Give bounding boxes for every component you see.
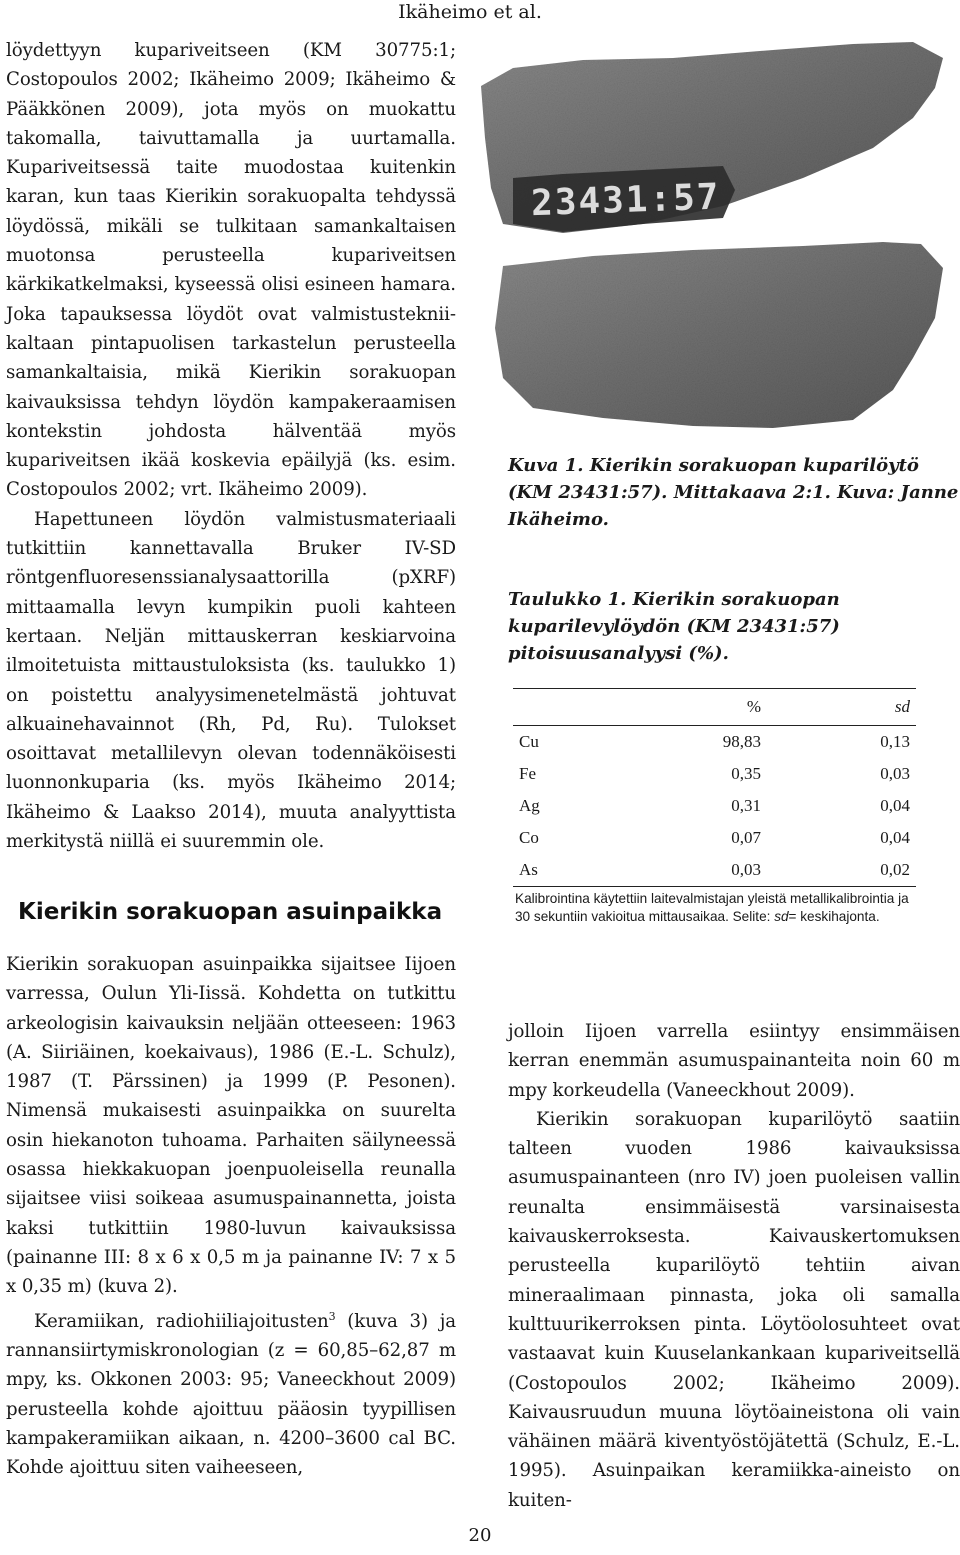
table-footnote bbox=[515, 890, 915, 926]
paragraph: Hapettuneen löydön valmistusmateriaali tutkittiin kannettavalla Bruker IV-SD röntgenfluoresenssianalysaattorilla (pXRF) mittaamalla levyn kumpikin puoli kahteen kertaan. Neljän mittauskerran keskiarvoina ilmoitetuista mittaustuloksista (ks. taulukko 1) on poistettu analyysimenetelmästä johtuvat alkuainehavainnot (Rh, Pd, Ru). Tulokset osoittavat metallilevyn olevan todennäköisesti luonnonkuparia (ks. myös Ikäheimo 2014; Ikäheimo & Laakso 2014), muuta analyyttista merkitystä niillä ei suuremmin ole. bbox=[6, 508, 456, 853]
paragraph: Kierikin sorakuopan asuinpaikka sijaitsee Iijoen varressa, Oulun Yli-Iissä. Kohdetta on tutkittu arkeologisin kaivauksin neljään otteeseen: 1963 (A. Siiriäinen, koekaivaus), 1986 (E.-L. Schulz), 1987 (T. Pärssinen) ja 1999 (P. Pesonen). Nimensä mukaisesti asuinpaikka on suurelta osin hiekanoton tuhoama. Parhaiten säilyneessä osassa hiekkakuopan joenpuoleisella reunalla sijaitsee viisi soikeaa asumuspainannetta, joista kaksi tutkittiin 1980-luvun kaivauksissa (painanne III: 8 x 6 x 0,5 m ja painanne IV: 7 x 5 x 0,35 m) (kuva 2). bbox=[6, 954, 456, 1298]
percent-cell: 0,03 bbox=[605, 854, 767, 887]
sd-cell: 0,13 bbox=[880, 732, 910, 751]
table-caption: Taulukko 1. Kierikin sorakuopan kuparilevylöydön (KM 23431:57) pitoisuusanalyysi (%). bbox=[508, 589, 840, 664]
percent-cell: 98,83 bbox=[722, 732, 761, 751]
analysis-table bbox=[513, 688, 916, 887]
percent-cell: 0,07 bbox=[731, 828, 761, 847]
section-heading: Kierikin sorakuopan asuinpaikka bbox=[18, 899, 443, 925]
page-number: 20 bbox=[468, 1525, 492, 1546]
table-row bbox=[513, 854, 916, 887]
table-row bbox=[513, 726, 916, 759]
column-header bbox=[513, 689, 605, 726]
paragraph: Kierikin sorakuopan kuparilöytö saatiin talteen vuoden 1986 kaivauksissa asumuspainanteen (nro IV) joen puoleisen vallin reunalta ensimmäisestä varsinaisesta kaivauskerroksesta. Kaivauskertomuksen perusteella kuparilöytö tehtiin aivan mineraalimaan pinnasta, joka oli samalla kulttuurikerroksen pinta. Löytöolosuhteet ovat vastaavat kuin Kuuselankankaan kupariveitsellä (Costopoulos 2002; Ikäheimo 2009). Kaivausruudun muuna löytöaineistona oli vain vähäinen määrä kiventyöstöjätettä (Schulz, E.-L. 1995). Asuinpaikan keramiikka-aineisto on kuiten- bbox=[508, 1108, 960, 1511]
copper-object-lower bbox=[495, 242, 943, 428]
footnote-marker: 3 bbox=[328, 1309, 336, 1323]
table-footnote-sd: sd bbox=[774, 909, 789, 924]
paragraph: löydettyyn kupariveitseen (KM 30775:1; Costopoulos 2002; Ikäheimo 2009; Ikäheimo & Pääkkönen 2009), jota myös on muokattu takomalla, taivuttamalla ja uurtamalla. Kupariveitsessä taite muodostaa kuitenkin karan, kun taas Kierikin sorakuopalta tehdyssä löydössä, mikäli se tulkitaan samankaltaisen muotonsa perusteella kupariveitsen kärkikatkelmaksi, kyseessä olisi esineen hamara. Joka tapauksessa löydöt ovat valmistustekniikaltaan pintapuolisen tarkastelun perusteella samankaltaisia, mikä Kierikin sorakuopan kaivauksissa tehdyn löydön kampakeraamisen kontekstin johdosta hälventää myös kupariveitsen ikää koskevia epäilyjä (ks. esim. Costopoulos 2002; vrt. Ikäheimo 2009). bbox=[6, 40, 456, 501]
element-cell: Ag bbox=[519, 796, 540, 815]
paragraph: jolloin Iijoen varrella esiintyy ensimmäisen kerran enemmän asumuspainanteita noin 60 m mpy korkeudella (Vaneeckhout 2009). bbox=[508, 1021, 960, 1101]
catalogue-number-label: 23431:57 bbox=[530, 176, 722, 225]
element-cell: Cu bbox=[519, 732, 539, 751]
column-header: sd bbox=[767, 689, 916, 726]
element-cell: As bbox=[513, 854, 605, 887]
paragraph-text: (kuva 3) ja rannansiirtymiskronologian (z = 60,85–62,87 m mpy, ks. Okkonen 2003: 95; Vaneeckhout 2009) perusteella kohde ajoittuu pääosin tyypillisen kampakeramiikan aikaan, n. 4200–3600 cal BC. Kohde ajoittuu siten vaiheeseen, bbox=[6, 1310, 456, 1479]
section-body bbox=[6, 950, 456, 1482]
table-row bbox=[513, 758, 916, 790]
element-cell: Co bbox=[519, 828, 539, 847]
element-cell: Fe bbox=[519, 764, 536, 783]
table-header-row bbox=[513, 689, 916, 726]
sd-cell: 0,03 bbox=[880, 764, 910, 783]
table-row bbox=[513, 790, 916, 822]
paragraph-text: Keramiikan, radiohiiliajoitusten bbox=[34, 1310, 329, 1332]
table-row bbox=[513, 822, 916, 854]
table-footnote-text: Kalibrointina käytettiin laitevalmistajan yleistä metallikalibrointia ja 30 sekuntiin vakioitua mittausaikaa. Selite: bbox=[515, 891, 909, 924]
figure-caption: Kuva 1. Kierikin sorakuopan kuparilöytö (KM 23431:57). Mittakaava 2:1. Kuva: Janne Ikäheimo. bbox=[508, 455, 959, 530]
sd-cell: 0,04 bbox=[880, 796, 910, 815]
left-column-text bbox=[6, 36, 456, 856]
table-footnote-text: = keskihajonta. bbox=[788, 909, 880, 924]
column-header: % bbox=[605, 689, 767, 726]
copper-find-photo bbox=[473, 28, 960, 448]
percent-cell: 0,35 bbox=[731, 764, 761, 783]
running-head: Ikäheimo et al. bbox=[398, 1, 542, 23]
right-column-text bbox=[508, 1017, 960, 1515]
paragraph bbox=[6, 1302, 456, 1483]
sd-cell: 0,04 bbox=[880, 828, 910, 847]
sd-cell: 0,02 bbox=[767, 854, 916, 887]
percent-cell: 0,31 bbox=[731, 796, 761, 815]
